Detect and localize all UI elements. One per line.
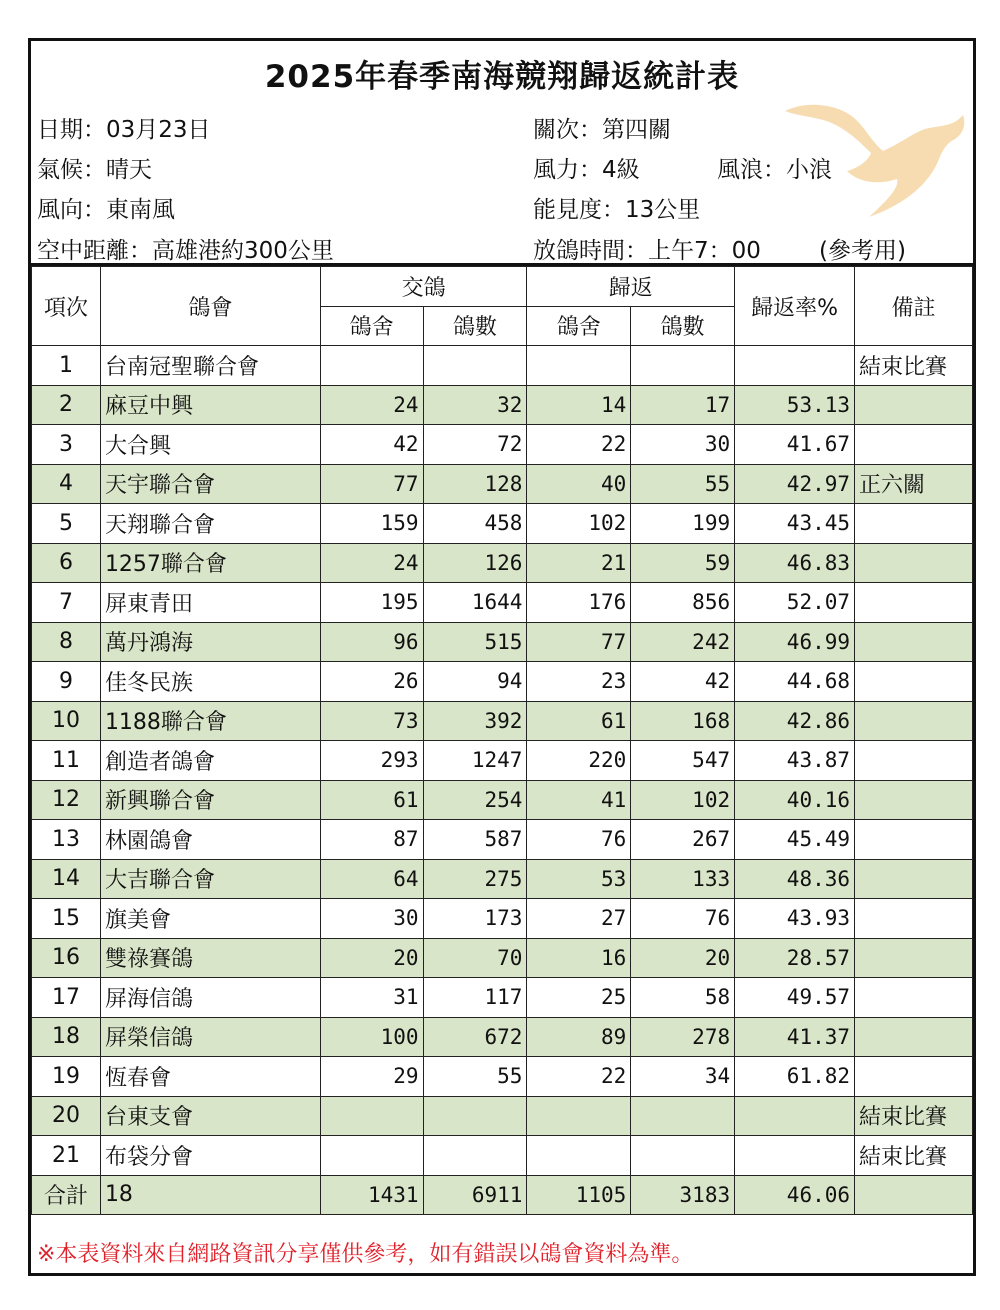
row-number: 20 — [32, 1096, 101, 1136]
returned-birds — [631, 346, 735, 386]
release-time-info: 放鴿時間：上午7：00 — [533, 238, 761, 264]
submitted-lofts: 1431 — [320, 1175, 423, 1215]
row-note — [855, 938, 973, 978]
returned-lofts: 27 — [527, 899, 631, 939]
row-note — [855, 1057, 973, 1097]
submitted-birds: 587 — [423, 820, 527, 860]
date-info: 日期：03月23日 — [37, 117, 211, 143]
return-rate: 46.99 — [735, 622, 855, 662]
return-rate — [735, 1096, 855, 1136]
club-name: 新興聯合會 — [100, 780, 320, 820]
returned-birds: 42 — [631, 662, 735, 702]
returned-birds: 3183 — [631, 1175, 735, 1215]
submitted-lofts: 195 — [320, 583, 423, 623]
row-number: 21 — [32, 1136, 101, 1176]
row-note — [855, 741, 973, 781]
table-row — [32, 1057, 973, 1097]
row-note — [855, 583, 973, 623]
returned-lofts: 21 — [527, 543, 631, 583]
row-note — [855, 899, 973, 939]
club-name: 台南冠聖聯合會 — [100, 346, 320, 386]
club-name: 大吉聯合會 — [100, 859, 320, 899]
row-number: 12 — [32, 780, 101, 820]
waves-info: 風浪：小浪 — [717, 157, 832, 183]
table-row — [32, 1096, 973, 1136]
row-number: 19 — [32, 1057, 101, 1097]
header-returned-birds: 鴿數 — [631, 306, 735, 346]
table-row — [32, 346, 973, 386]
submitted-birds: 70 — [423, 938, 527, 978]
total-row — [32, 1175, 973, 1215]
table-row — [32, 385, 973, 425]
row-note — [855, 820, 973, 860]
submitted-lofts: 30 — [320, 899, 423, 939]
submitted-birds — [423, 1136, 527, 1176]
return-rate: 52.07 — [735, 583, 855, 623]
club-name: 麻豆中興 — [100, 385, 320, 425]
table-row — [32, 504, 973, 544]
returned-birds: 76 — [631, 899, 735, 939]
row-number: 14 — [32, 859, 101, 899]
table-row — [32, 978, 973, 1018]
return-rate: 53.13 — [735, 385, 855, 425]
submitted-birds: 1247 — [423, 741, 527, 781]
submitted-lofts: 61 — [320, 780, 423, 820]
submitted-birds: 254 — [423, 780, 527, 820]
submitted-birds: 275 — [423, 859, 527, 899]
submitted-lofts: 87 — [320, 820, 423, 860]
row-number: 合計 — [32, 1175, 101, 1215]
club-name: 創造者鴿會 — [100, 741, 320, 781]
return-rate: 41.37 — [735, 1017, 855, 1057]
club-name: 萬丹鴻海 — [100, 622, 320, 662]
return-rate: 49.57 — [735, 978, 855, 1018]
table-row — [32, 701, 973, 741]
return-rate: 42.97 — [735, 464, 855, 504]
returned-birds: 55 — [631, 464, 735, 504]
table-row — [32, 938, 973, 978]
row-note — [855, 543, 973, 583]
returned-lofts: 23 — [527, 662, 631, 702]
table-row — [32, 662, 973, 702]
submitted-birds: 6911 — [423, 1175, 527, 1215]
row-note: 正六關 — [855, 464, 973, 504]
row-number: 2 — [32, 385, 101, 425]
row-note — [855, 859, 973, 899]
header-returned-lofts: 鴿舍 — [527, 306, 631, 346]
release-note-info: (參考用) — [819, 238, 906, 264]
header-submitted-birds: 鴿數 — [423, 306, 527, 346]
returned-birds: 168 — [631, 701, 735, 741]
return-rate: 41.67 — [735, 425, 855, 465]
statistics-sheet — [28, 38, 976, 1276]
round-info: 關次：第四關 — [533, 117, 671, 143]
report-header — [31, 41, 973, 266]
submitted-birds: 515 — [423, 622, 527, 662]
submitted-lofts: 100 — [320, 1017, 423, 1057]
club-name: 屏東青田 — [100, 583, 320, 623]
submitted-birds: 128 — [423, 464, 527, 504]
row-number: 18 — [32, 1017, 101, 1057]
club-name: 1257聯合會 — [100, 543, 320, 583]
returned-lofts: 77 — [527, 622, 631, 662]
return-rate: 48.36 — [735, 859, 855, 899]
row-note: 結束比賽 — [855, 1136, 973, 1176]
submitted-birds — [423, 1096, 527, 1136]
submitted-birds: 392 — [423, 701, 527, 741]
returned-lofts: 22 — [527, 425, 631, 465]
return-rate: 45.49 — [735, 820, 855, 860]
table-row — [32, 425, 973, 465]
row-note: 結束比賽 — [855, 346, 973, 386]
return-rate: 46.83 — [735, 543, 855, 583]
row-note — [855, 780, 973, 820]
submitted-birds: 126 — [423, 543, 527, 583]
header-note: 備註 — [855, 267, 973, 346]
row-number: 8 — [32, 622, 101, 662]
returned-birds — [631, 1136, 735, 1176]
submitted-lofts: 24 — [320, 543, 423, 583]
returned-lofts: 16 — [527, 938, 631, 978]
club-name: 雙祿賽鴿 — [100, 938, 320, 978]
returned-birds: 17 — [631, 385, 735, 425]
wind-force-info: 風力：4級 — [533, 157, 640, 183]
row-number: 4 — [32, 464, 101, 504]
submitted-lofts: 20 — [320, 938, 423, 978]
submitted-lofts: 77 — [320, 464, 423, 504]
returned-lofts: 14 — [527, 385, 631, 425]
returned-birds: 242 — [631, 622, 735, 662]
returned-birds — [631, 1096, 735, 1136]
club-name: 旗美會 — [100, 899, 320, 939]
submitted-birds — [423, 346, 527, 386]
returned-lofts — [527, 1136, 631, 1176]
row-number: 13 — [32, 820, 101, 860]
returned-lofts: 89 — [527, 1017, 631, 1057]
club-name: 屏海信鴿 — [100, 978, 320, 1018]
visibility-info: 能見度：13公里 — [533, 197, 701, 223]
returned-lofts: 76 — [527, 820, 631, 860]
return-rate: 40.16 — [735, 780, 855, 820]
submitted-lofts: 293 — [320, 741, 423, 781]
return-rate: 43.45 — [735, 504, 855, 544]
table-header — [32, 267, 973, 346]
row-number: 11 — [32, 741, 101, 781]
weather-info: 氣候：晴天 — [37, 157, 152, 183]
returned-birds: 856 — [631, 583, 735, 623]
returned-lofts: 22 — [527, 1057, 631, 1097]
table-row — [32, 820, 973, 860]
page-title: 2025年春季南海競翔歸返統計表 — [264, 59, 740, 95]
table-row — [32, 859, 973, 899]
returned-birds: 133 — [631, 859, 735, 899]
row-number: 1 — [32, 346, 101, 386]
footnote: ※本表資料來自網路資訊分享僅供參考，如有錯誤以鴿會資料為準。 — [37, 1242, 694, 1267]
submitted-birds: 173 — [423, 899, 527, 939]
submitted-birds: 72 — [423, 425, 527, 465]
return-rate: 43.87 — [735, 741, 855, 781]
table-row — [32, 780, 973, 820]
club-name: 天宇聯合會 — [100, 464, 320, 504]
club-name: 屏榮信鴿 — [100, 1017, 320, 1057]
returned-lofts: 41 — [527, 780, 631, 820]
row-note — [855, 1175, 973, 1215]
submitted-lofts: 29 — [320, 1057, 423, 1097]
distance-info: 空中距離：高雄港約300公里 — [37, 238, 334, 264]
club-name: 台東支會 — [100, 1096, 320, 1136]
table-row — [32, 464, 973, 504]
header-submitted-lofts: 鴿舍 — [320, 306, 423, 346]
header-club: 鴿會 — [100, 267, 320, 346]
row-note: 結束比賽 — [855, 1096, 973, 1136]
returned-birds: 267 — [631, 820, 735, 860]
club-name: 林園鴿會 — [100, 820, 320, 860]
row-note — [855, 662, 973, 702]
submitted-lofts: 73 — [320, 701, 423, 741]
club-name: 恆春會 — [100, 1057, 320, 1097]
submitted-lofts — [320, 346, 423, 386]
submitted-lofts — [320, 1136, 423, 1176]
return-rate: 43.93 — [735, 899, 855, 939]
row-note — [855, 425, 973, 465]
returned-birds: 59 — [631, 543, 735, 583]
submitted-birds: 32 — [423, 385, 527, 425]
returned-birds: 278 — [631, 1017, 735, 1057]
club-name: 1188聯合會 — [100, 701, 320, 741]
returned-birds: 30 — [631, 425, 735, 465]
row-note — [855, 385, 973, 425]
returned-lofts — [527, 1096, 631, 1136]
submitted-birds: 1644 — [423, 583, 527, 623]
club-name: 18 — [100, 1175, 320, 1215]
row-number: 7 — [32, 583, 101, 623]
return-rate: 42.86 — [735, 701, 855, 741]
row-number: 5 — [32, 504, 101, 544]
returned-lofts: 25 — [527, 978, 631, 1018]
submitted-lofts: 64 — [320, 859, 423, 899]
club-name: 布袋分會 — [100, 1136, 320, 1176]
row-number: 10 — [32, 701, 101, 741]
returned-lofts: 102 — [527, 504, 631, 544]
club-name: 佳冬民族 — [100, 662, 320, 702]
row-number: 17 — [32, 978, 101, 1018]
submitted-lofts: 31 — [320, 978, 423, 1018]
header-item: 項次 — [32, 267, 101, 346]
row-note — [855, 622, 973, 662]
returned-lofts — [527, 346, 631, 386]
returned-lofts: 220 — [527, 741, 631, 781]
submitted-birds: 55 — [423, 1057, 527, 1097]
returned-lofts: 1105 — [527, 1175, 631, 1215]
header-submitted: 交鴿 — [320, 267, 527, 307]
header-rate: 歸返率% — [735, 267, 855, 346]
submitted-birds: 672 — [423, 1017, 527, 1057]
row-note — [855, 504, 973, 544]
row-note — [855, 1017, 973, 1057]
return-rate — [735, 346, 855, 386]
club-name: 大合興 — [100, 425, 320, 465]
submitted-lofts: 26 — [320, 662, 423, 702]
wind-direction-info: 風向：東南風 — [37, 197, 175, 223]
table-row — [32, 1136, 973, 1176]
row-number: 16 — [32, 938, 101, 978]
table-row — [32, 622, 973, 662]
stats-table — [31, 266, 973, 1215]
row-note — [855, 701, 973, 741]
club-name: 天翔聯合會 — [100, 504, 320, 544]
submitted-lofts: 159 — [320, 504, 423, 544]
return-rate: 46.06 — [735, 1175, 855, 1215]
returned-birds: 547 — [631, 741, 735, 781]
table-row — [32, 1017, 973, 1057]
return-rate: 61.82 — [735, 1057, 855, 1097]
return-rate: 28.57 — [735, 938, 855, 978]
submitted-lofts: 42 — [320, 425, 423, 465]
returned-birds: 199 — [631, 504, 735, 544]
return-rate: 44.68 — [735, 662, 855, 702]
row-number: 9 — [32, 662, 101, 702]
row-number: 3 — [32, 425, 101, 465]
row-note — [855, 978, 973, 1018]
returned-lofts: 53 — [527, 859, 631, 899]
submitted-lofts: 24 — [320, 385, 423, 425]
returned-birds: 34 — [631, 1057, 735, 1097]
submitted-lofts — [320, 1096, 423, 1136]
row-number: 6 — [32, 543, 101, 583]
returned-lofts: 40 — [527, 464, 631, 504]
row-number: 15 — [32, 899, 101, 939]
submitted-birds: 94 — [423, 662, 527, 702]
header-returned: 歸返 — [527, 267, 735, 307]
returned-birds: 102 — [631, 780, 735, 820]
returned-lofts: 176 — [527, 583, 631, 623]
table-row — [32, 741, 973, 781]
return-rate — [735, 1136, 855, 1176]
table-body — [32, 346, 973, 1215]
returned-birds: 58 — [631, 978, 735, 1018]
returned-birds: 20 — [631, 938, 735, 978]
submitted-birds: 117 — [423, 978, 527, 1018]
returned-lofts: 61 — [527, 701, 631, 741]
table-row — [32, 543, 973, 583]
submitted-lofts: 96 — [320, 622, 423, 662]
submitted-birds: 458 — [423, 504, 527, 544]
table-row — [32, 583, 973, 623]
table-row — [32, 899, 973, 939]
